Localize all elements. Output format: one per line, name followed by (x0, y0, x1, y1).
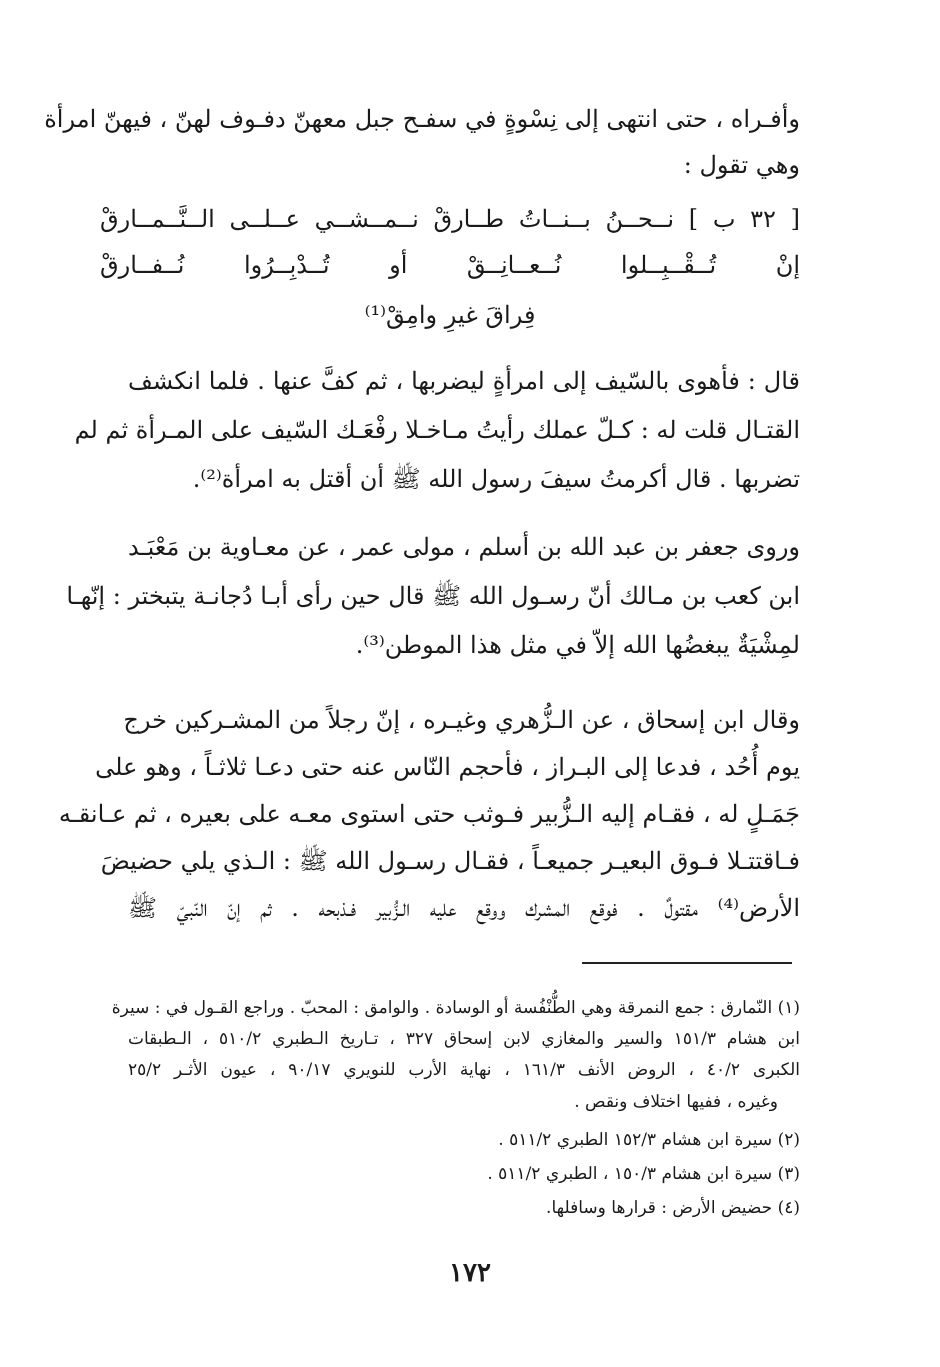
page-number: ١٧٢ (449, 1258, 491, 1288)
poem-line: [ ٣٢ ب ] نــحــنُ بــنــاتُ طــارقْ نــمــشــي عــلــى الــنَّــمــارقْ (100, 205, 800, 233)
footnote-divider (582, 962, 792, 964)
poem-line: فِراقَ غيرِ وامِقْ⁽¹⁾ (364, 301, 536, 329)
text-line: وقال ابن إسحاق ، عن الـزُّهري وغيـره ، إنّ رجلاً من المشـركين خرج (123, 706, 800, 734)
footnotes (111, 995, 801, 1235)
paragraph (66, 530, 800, 670)
text-line: فـاقتتـلا فـوق البعيـر جميعـاً ، فقـال رسـول الله ﷺ : الـذي يلي حضيضَ (100, 847, 800, 875)
footnote-line: الكبرى ٤٠/٢ ، الروض الأنف ١٦١/٣ ، نهاية الأرب للنويري ٩٠/١٧ ، عيون الأثـر ٢٥/٢ (128, 1060, 800, 1080)
text-line: وروى جعفر بن عبد الله بن أسلم ، مولى عمر ، عن معـاوية بن مَعْبَـد (128, 533, 800, 561)
text-line: قال : فأهوى بالسّيف إلى امرأةٍ ليضربها ، ثم كفَّ عنها . فلما انكشف (128, 367, 800, 395)
footnote-line: ابن هشام ١٥١/٣ والسير والمغازي لابن إسحاق ٣٢٧ ، تـاريخ الـطبري ٥١٠/٢ ، الـطبقات (128, 1029, 801, 1049)
intro-paragraph (44, 102, 800, 192)
text-line: لمِشْيَةٌ يبغضُها الله إلاّ في مثل هذا الموطن⁽³⁾. (355, 631, 800, 659)
footnote-line: (١) النّمارق : جمع النمرقة وهي الطُّنْفُسة أو الوسادة . والوامق : المحبّ . وراجع القـول في : سيرة (111, 998, 800, 1018)
footnote-line: وغيره ، ففيها اختلاف ونقص . (574, 1092, 778, 1112)
footnote-line: (٣) سيرة ابن هشام ١٥٠/٣ ، الطبري ٥١١/٢ . (487, 1164, 800, 1184)
poem (100, 202, 800, 352)
footnote-line: (٢) سيرة ابن هشام ١٥٢/٣ الطبري ٥١١/٢ . (498, 1130, 800, 1150)
poem-line: إنْ تُــقْــبِــلوا نُــعــانِــقْ أو تُــدْبِــرُوا نُــفــارقْ (100, 251, 800, 279)
paragraph (74, 364, 800, 504)
paragraph (58, 703, 800, 933)
text-line: يوم أُحُد ، فدعا إلى البـراز ، فأحجم النّاس عنه حتى دعـا ثلاثـاً ، وهو على (95, 753, 800, 781)
text-line: القتـال قلت له : كـلّ عملك رأيتُ مـاخـلا رفْعَـك السّيف على المـرأة ثم لم (74, 416, 800, 444)
text-line: تضربها . قال أكرمتُ سيفَ رسول الله ﷺ أن أقتل به امرأة⁽²⁾. (192, 465, 800, 493)
text-line: جَمَـلٍ له ، فقـام إليه الـزُّبير فـوثب حتى استوى معـه على بعيره ، ثم عـانقـه (58, 800, 800, 828)
text-line: ابن كعب بن مـالك أنّ رسـول الله ﷺ قال حين رأى أبـا دُجانـة يتبختر : إنّهـا (66, 582, 800, 610)
text-line: الأرض⁽⁴⁾ مقتولٌ . فوقع المشرك ووقع عليه الـزُّبير فـذبحه . ثم إنّ النّبيّ ﷺ (128, 894, 800, 922)
text-line: وهي تقول : (683, 151, 800, 179)
footnote-line: (٤) حضيض الأرض : قرارها وسافلها. (546, 1198, 800, 1218)
text-line: وأفـراه ، حتى انتهى إلى نِسْوةٍ في سفـح جبل معهنّ دفـوف لهنّ ، فيهنّ امرأة (44, 105, 800, 133)
